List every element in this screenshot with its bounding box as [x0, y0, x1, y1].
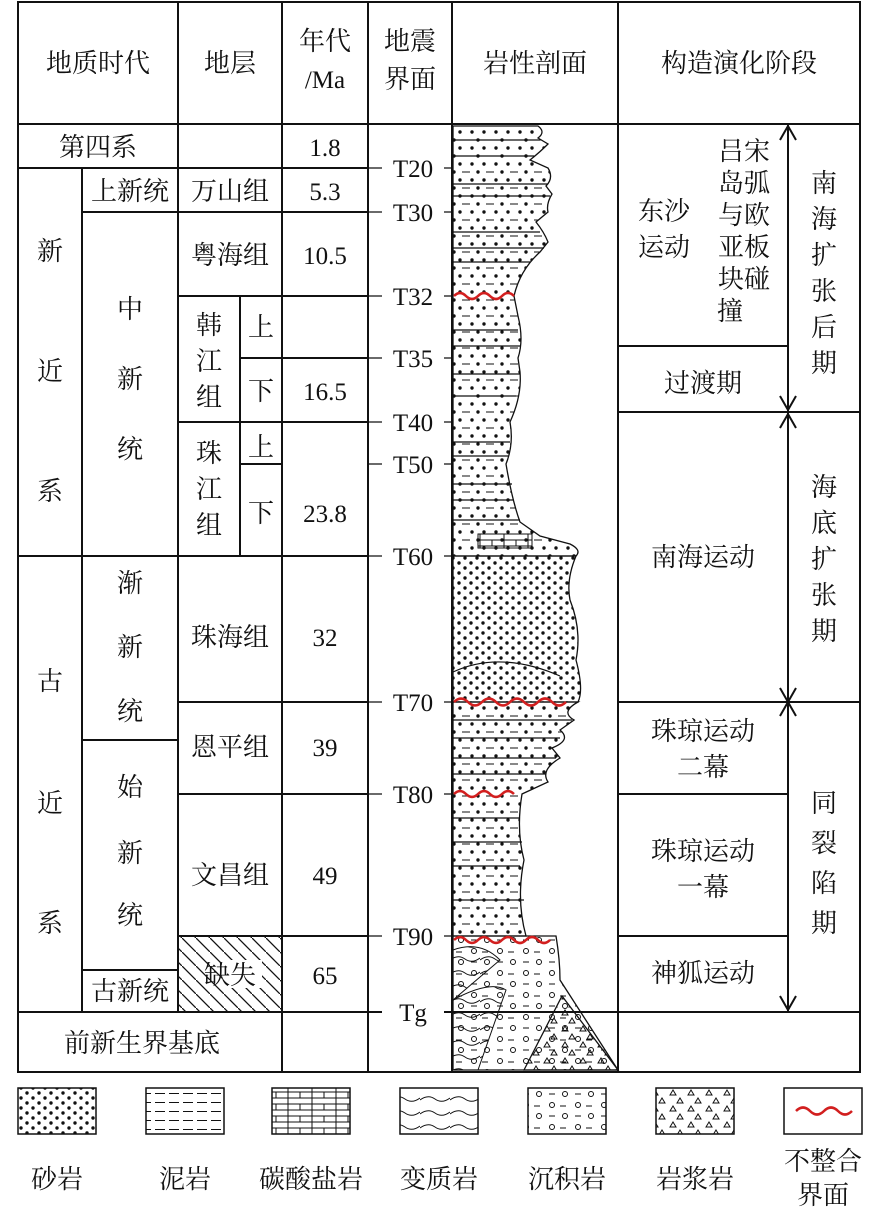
- seismic-t30: T30: [392, 200, 434, 227]
- post-spreading-6: 期: [810, 349, 838, 379]
- legend-mudstone-label: 泥岩: [158, 1165, 212, 1195]
- post-spreading-4: 张: [810, 277, 838, 307]
- eocene-litho: [453, 702, 578, 936]
- oligocene-char-2: 新: [116, 633, 144, 663]
- series-column: [91, 177, 169, 1007]
- neogene-char-3: 系: [36, 477, 64, 507]
- seismic-t90: T90: [392, 924, 434, 951]
- legend-magmatic-swatch: [656, 1088, 734, 1134]
- neogene-litho: [453, 126, 578, 556]
- seismic-t70: T70: [392, 690, 434, 717]
- post-spreading-1: 南: [810, 169, 838, 199]
- legend-carbonate-swatch: [272, 1088, 350, 1134]
- header-age-1: 年代: [298, 27, 352, 57]
- legend-magmatic-label: 岩浆岩: [655, 1165, 735, 1195]
- header-period: 地质时代: [45, 49, 151, 79]
- age-value: 16.5: [303, 379, 347, 406]
- miocene-char-2: 新: [116, 365, 144, 395]
- paleogene-char-1: 古: [36, 667, 64, 697]
- hanjiang-char-2: 江: [195, 347, 223, 377]
- quaternary-label: 第四系: [58, 133, 138, 163]
- paleocene-label: 古新统: [90, 977, 170, 1007]
- seismic-t40: T40: [392, 410, 434, 437]
- seismic-surfaces: [368, 152, 452, 1027]
- collision-6: 撞: [716, 297, 744, 327]
- miocene-char-3: 统: [116, 435, 144, 465]
- neogene-char-2: 近: [36, 357, 64, 387]
- zhujiang-lower: 下: [247, 499, 275, 529]
- zhuqiong2-2: 二幕: [676, 753, 730, 783]
- stages-column: [811, 169, 837, 939]
- dongsha-1: 东沙: [637, 197, 691, 227]
- basement-label: 前新生界基底: [63, 1029, 221, 1059]
- legend-metamorphic-swatch: [400, 1088, 478, 1134]
- seismic-t20: T20: [392, 156, 434, 183]
- missing-label: 缺失: [203, 961, 257, 991]
- collision-5: 块碰: [717, 265, 771, 295]
- header-seismic-1: 地震: [383, 27, 437, 57]
- rifting-1: 同: [810, 789, 838, 819]
- legend-sandstone-swatch: [18, 1088, 96, 1134]
- eocene-char-1: 始: [116, 773, 144, 803]
- hanjiang-lower: 下: [247, 377, 275, 407]
- legend-carbonate-label: 碳酸盐岩: [258, 1165, 364, 1195]
- shenhu-label: 神狐运动: [650, 959, 756, 989]
- carbonate-band: [478, 534, 532, 548]
- dongsha-2: 运动: [637, 233, 691, 263]
- transition-label: 过渡期: [663, 369, 743, 399]
- age-value: 10.5: [303, 243, 347, 270]
- age-value: 65: [312, 963, 338, 990]
- rifting-3: 陷: [810, 869, 838, 899]
- seafloor-spreading-2: 底: [810, 509, 838, 539]
- seismic-t80: T80: [392, 782, 434, 809]
- enping-label: 恩平组: [190, 733, 270, 763]
- lithology-column: [453, 126, 618, 1070]
- seafloor-spreading-1: 海: [810, 473, 838, 503]
- oligocene-litho: [453, 556, 581, 702]
- age-value: 23.8: [303, 501, 347, 528]
- eocene-char-3: 统: [116, 901, 144, 931]
- rifting-4: 期: [810, 909, 838, 939]
- hanjiang-char-3: 组: [195, 383, 223, 413]
- zhujiang-char-1: 珠: [195, 439, 223, 469]
- age-value: 32: [312, 625, 338, 652]
- seafloor-spreading-3: 扩: [810, 545, 838, 575]
- post-spreading-5: 后: [810, 313, 838, 343]
- rifting-2: 裂: [810, 829, 838, 859]
- seismic-tg: Tg: [399, 1000, 427, 1027]
- paleogene-char-2: 近: [36, 789, 64, 819]
- zhuqiong2-1: 珠琼运动: [650, 717, 756, 747]
- header-seismic-2: 界面: [383, 65, 437, 95]
- seismic-t32: T32: [392, 284, 434, 311]
- paleogene-char-3: 系: [36, 909, 64, 939]
- yuehai-label: 粤海组: [190, 241, 270, 271]
- seismic-t60: T60: [392, 544, 434, 571]
- legend-unconformity-label-1: 不整合: [783, 1147, 863, 1177]
- seismic-t35: T35: [392, 346, 434, 373]
- hanjiang-upper: 上: [247, 313, 275, 343]
- oligocene-char-1: 渐: [116, 569, 144, 599]
- age-value: 5.3: [309, 179, 341, 206]
- zhujiang-upper: 上: [247, 433, 275, 463]
- zhuqiong1-1: 珠琼运动: [650, 837, 756, 867]
- legend-unconformity-label-2: 界面: [796, 1181, 850, 1211]
- ages-column: [303, 135, 347, 990]
- header-strata: 地层: [203, 49, 257, 79]
- miocene-char-1: 中: [116, 295, 144, 325]
- age-value: 49: [312, 863, 338, 890]
- collision-1: 吕宋: [717, 137, 771, 167]
- legend-metamorphic-label: 变质岩: [399, 1165, 479, 1195]
- wenchang-label: 文昌组: [190, 861, 270, 891]
- header-tectonic: 构造演化阶段: [660, 49, 818, 79]
- seafloor-spreading-5: 期: [810, 617, 838, 647]
- seafloor-spreading-4: 张: [810, 581, 838, 611]
- zhujiang-char-2: 江: [195, 475, 223, 505]
- header-lithology: 岩性剖面: [482, 49, 588, 79]
- legend-sandstone-label: 砂岩: [30, 1165, 84, 1195]
- legend: [18, 1088, 862, 1211]
- collision-2: 岛弧: [717, 169, 771, 199]
- wanshan-label: 万山组: [190, 177, 270, 207]
- legend-mudstone-swatch: [146, 1088, 224, 1134]
- header-age-2: /Ma: [304, 67, 346, 94]
- collision-4: 亚板: [717, 233, 771, 263]
- zhuhai-label: 珠海组: [190, 623, 270, 653]
- formations-column: [191, 177, 274, 991]
- age-value: 39: [312, 735, 338, 762]
- post-spreading-3: 扩: [810, 241, 838, 271]
- pliocene-label: 上新统: [90, 177, 170, 207]
- age-value: 1.8: [309, 135, 341, 162]
- oligocene-char-3: 统: [116, 697, 144, 727]
- hanjiang-char-1: 韩: [195, 311, 223, 341]
- nanhai-label: 南海运动: [650, 543, 756, 573]
- zhujiang-char-3: 组: [195, 511, 223, 541]
- table-header: [46, 27, 817, 95]
- legend-sedimentary-label: 沉积岩: [527, 1165, 607, 1195]
- collision-3: 与欧: [717, 201, 771, 231]
- post-spreading-2: 海: [810, 205, 838, 235]
- neogene-char-1: 新: [36, 237, 64, 267]
- tectonics-column: [638, 137, 770, 989]
- eocene-char-2: 新: [116, 839, 144, 869]
- legend-sedimentary-swatch: [528, 1088, 606, 1134]
- seismic-t50: T50: [392, 452, 434, 479]
- zhuqiong1-2: 一幕: [676, 873, 730, 903]
